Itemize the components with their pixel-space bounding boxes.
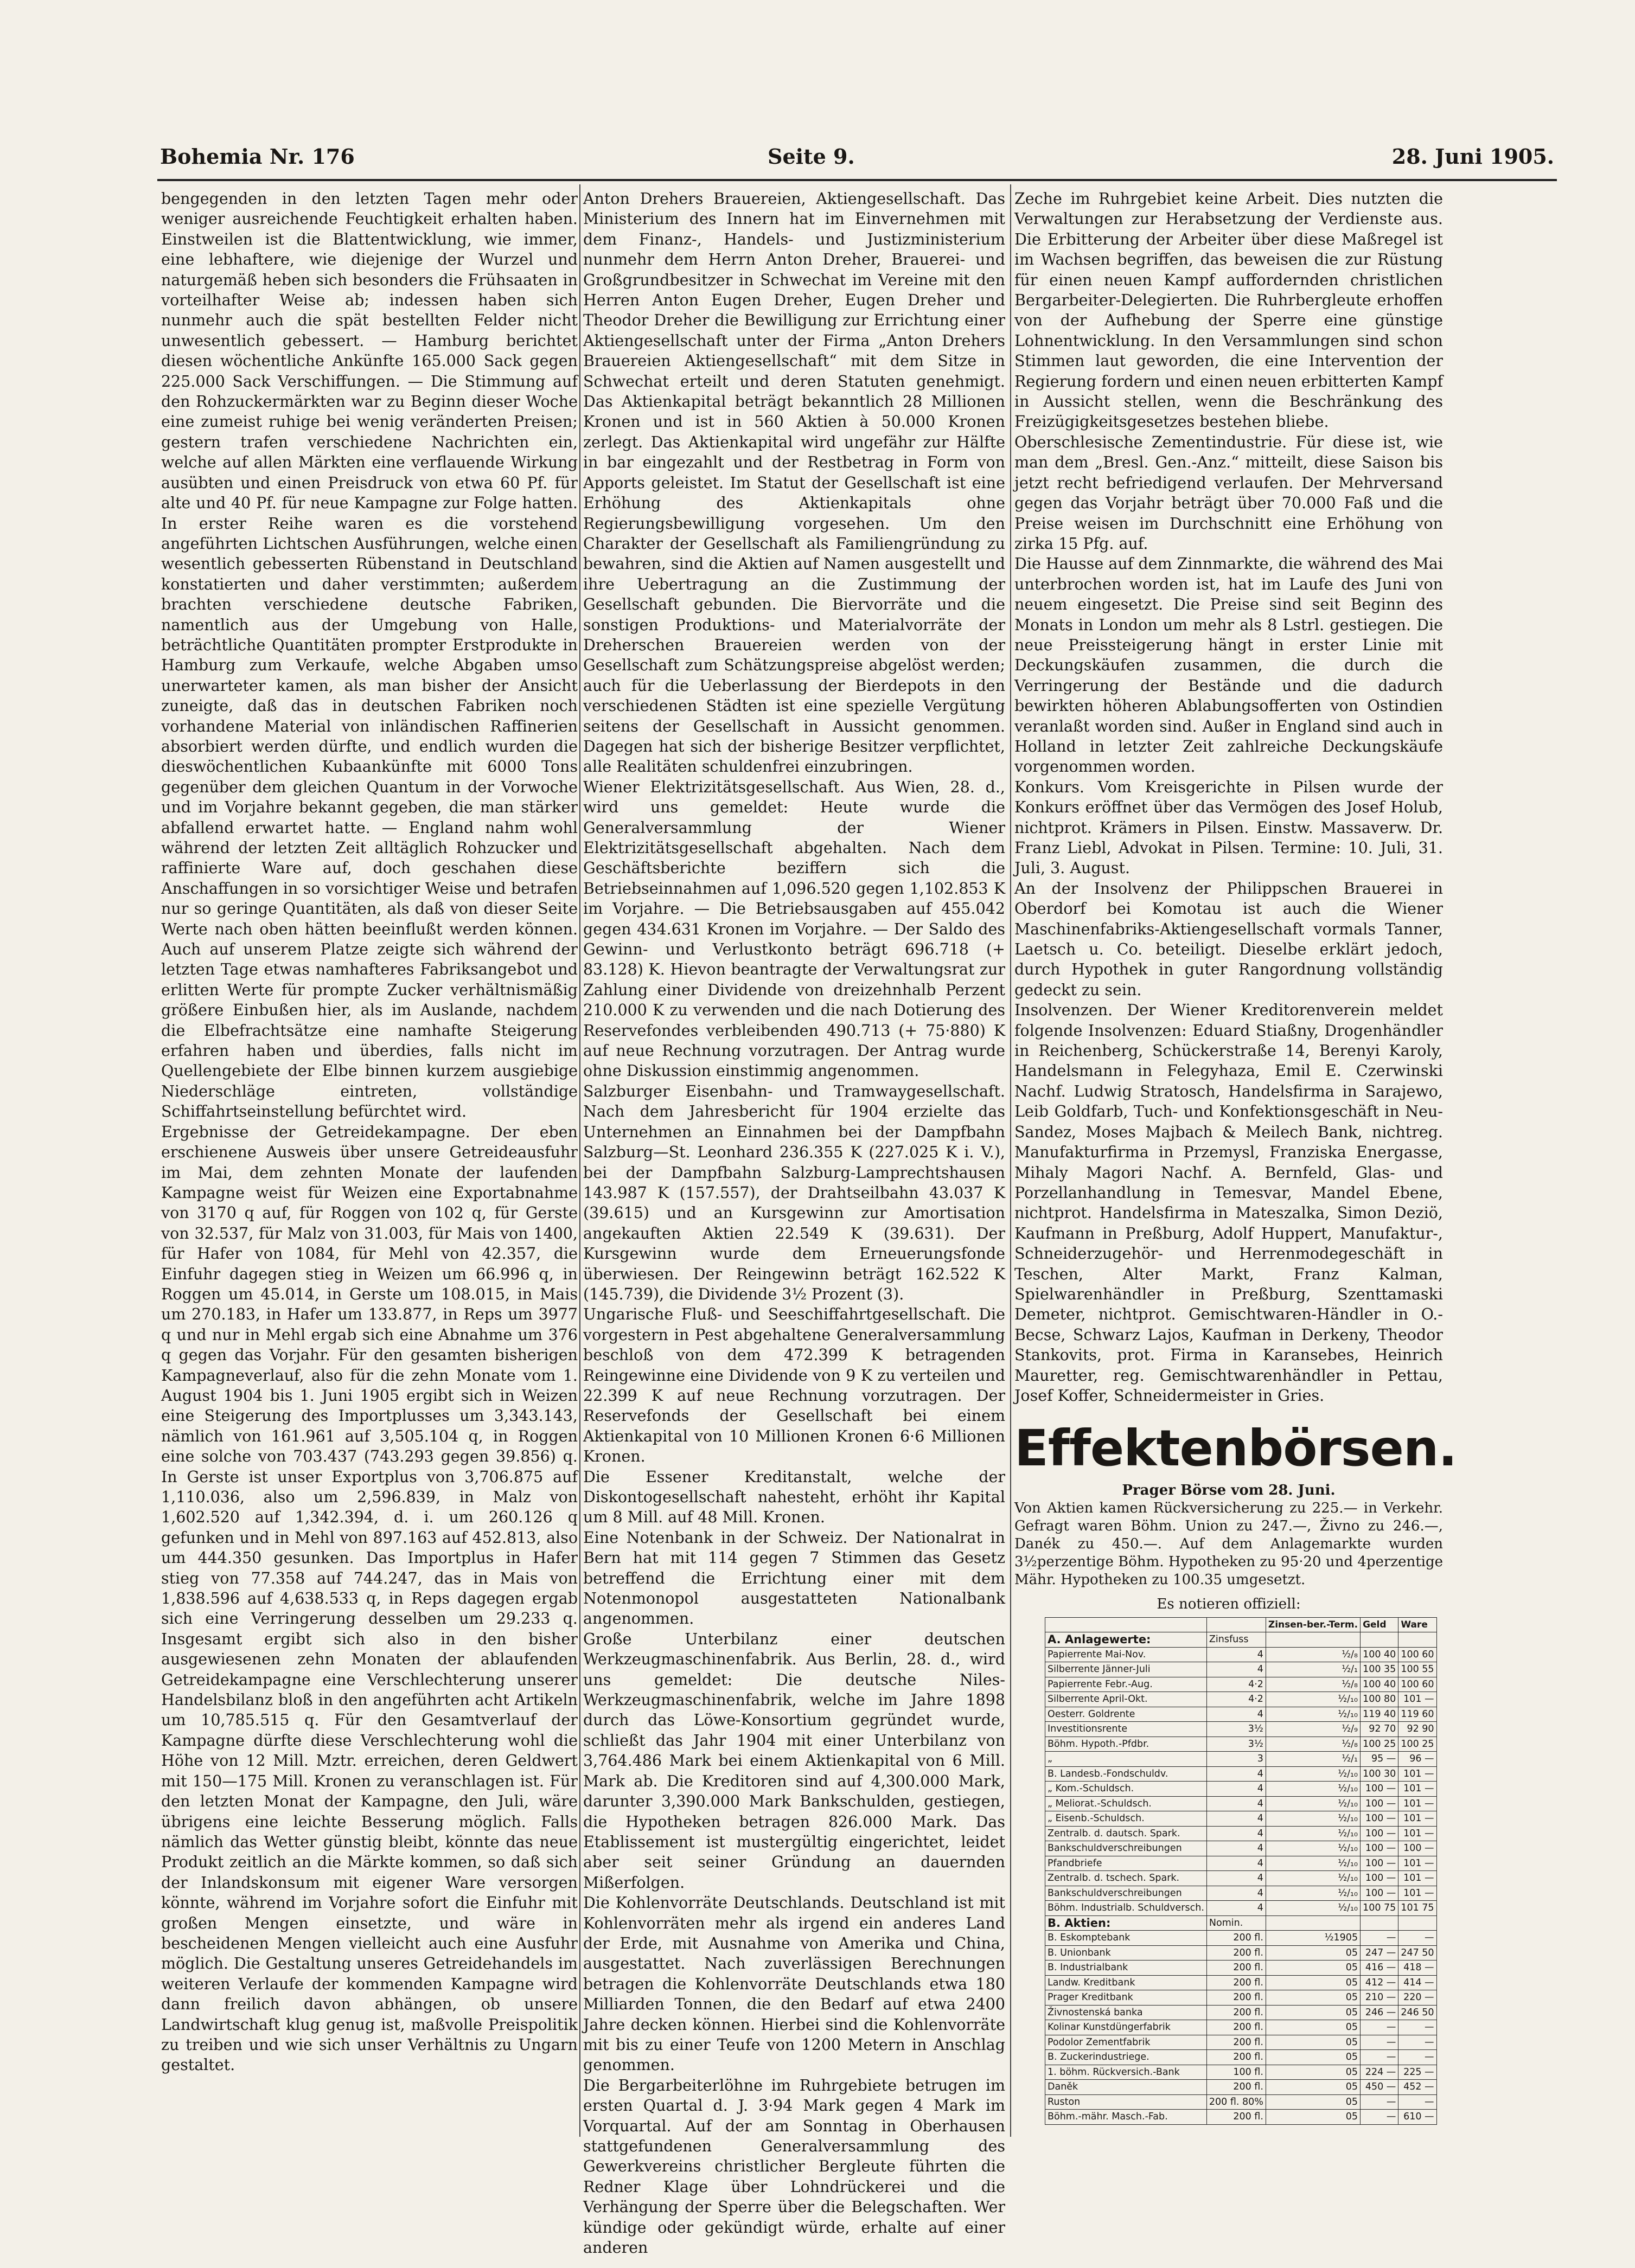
table-cell: 101 — (1398, 1886, 1436, 1901)
header-left: Bohemia Nr. 176 (160, 144, 355, 169)
section-label: A. Anlagewerte: (1045, 1632, 1207, 1648)
table-cell: 05 (1266, 2094, 1360, 2110)
table-cell: 05 (1266, 1975, 1360, 1990)
table-section-a (1045, 1632, 1437, 1916)
table-section-b (1045, 1915, 1437, 2124)
table-cell: 101 75 (1398, 1901, 1436, 1916)
table-row (1045, 1886, 1437, 1901)
article-paragraph: Salzburger Eisenbahn- und Tramwaygesellschaft. Nach dem Jahresbericht für 1904 erzielte das Unternehmen an Einnahmen bei der Dampfbahn Salzburg—St. Leonhard 236.355 K (227.025 K i. V.), bei der Dampfbahn Salzburg-Lamprechtshausen 143.987 K (157.557), der Drahtseilbahn 43.037 K (39.615) und an Kursgewinn zur Amortisation angekauften Aktien 22.549 K (39.631). Der Kursgewinn wurde dem Erneuerungsfonde überwiesen. Der Reingewinn beträgt 162.522 K (145.739), die Dividende 3½ Prozent (3). (583, 1082, 1005, 1303)
table-cell: 3½ (1206, 1722, 1266, 1737)
table-cell: 4·2 (1206, 1677, 1266, 1692)
table-cell: — (1361, 2035, 1398, 2050)
section-sub-label: Zinsfuss (1206, 1632, 1266, 1648)
article-paragraph: Eine Notenbank in der Schweiz. Der Nationalrat in Bern hat mit 114 gegen 7 Stimmen das Gesetz betreffend die Errichtung einer mit dem Notenmonopol ausgestatteten Nationalbank angenommen. (583, 1528, 1005, 1628)
table-cell: Kolinar Kunstdüngerfabrik (1045, 2020, 1207, 2035)
table-cell: 100 55 (1398, 1662, 1436, 1677)
running-header (160, 144, 1554, 177)
table-cell: 100 — (1361, 1826, 1398, 1841)
table-cell: 220 — (1398, 1990, 1436, 2006)
table-cell: Bankschuldverschreibungen (1045, 1841, 1207, 1856)
table-row (1045, 1856, 1437, 1871)
table-cell: Prager Kreditbank (1045, 1990, 1207, 2006)
table-cell: „ Kom.-Schuldsch. (1045, 1782, 1207, 1797)
table-cell: Böhm.-mähr. Masch.-Fab. (1045, 2110, 1207, 2125)
table-cell: ½/₁₀ (1266, 1766, 1360, 1782)
table-cell: 4 (1206, 1782, 1266, 1797)
table-cell: Daněk (1045, 2080, 1207, 2095)
table-cell: ½/₁₀ (1266, 1692, 1360, 1707)
table-cell: ½/₁ (1266, 1752, 1360, 1767)
table-cell: 96 — (1398, 1752, 1436, 1767)
table-section-row (1045, 1632, 1437, 1648)
table-cell: ½/₁₀ (1266, 1871, 1360, 1886)
table-row (1045, 1871, 1437, 1886)
table-cell: Ruston (1045, 2094, 1207, 2110)
table-cell: — (1361, 2094, 1398, 2110)
table-cell: Böhm. Industrialb. Schuldversch. (1045, 1901, 1207, 1916)
table-row (1045, 2020, 1437, 2035)
table-cell: 4 (1206, 1901, 1266, 1916)
section-subheading: Prager Börse vom 28. Juni. (1122, 1482, 1336, 1499)
table-cell: 101 — (1398, 1692, 1436, 1707)
table-cell: 4 (1206, 1811, 1266, 1827)
table-cell: 200 fl. (1206, 2020, 1266, 2035)
column-divider (1010, 184, 1011, 2137)
table-cell: 200 fl. (1206, 1975, 1266, 1990)
table-cell: 246 — (1361, 2005, 1398, 2020)
market-report: Von Aktien kamen Rückversicherung zu 225.— in Verkehr. Gefragt waren Böhm. Union zu 247.—, Živno zu 246.—, Danék zu 450.—. Auf dem Anlagemarkte wurden 3½perzentige Böhm. Hypotheken zu 95·20 und 4perzentige Mähr. Hypotheken zu 100.35 umgesetzt. (1014, 1500, 1443, 1588)
table-cell: 100 35 (1361, 1662, 1398, 1677)
table-cell: B. Industrialbank (1045, 1961, 1207, 1976)
article-paragraph: Anton Drehers Brauereien, Aktiengesellschaft. Das Ministerium des Innern hat im Einvernehmen mit dem Finanz-, Handels- und Justizministerium nunmehr dem Herrn Anton Dreher, Brauerei- und Großgrundbesitzer in Schwechat im Vereine mit den Herren Anton Eugen Dreher, Eugen Dreher und Theodor Dreher die Bewilligung zur Errichtung einer Aktiengesellschaft unter der Firma „Anton Drehers Brauereien Aktiengesellschaft“ mit dem Sitze in Schwechat erteilt und deren Statuten genehmigt. Das Aktienkapital beträgt bekanntlich 28 Millionen Kronen und ist in 560 Aktien à 50.000 Kronen zerlegt. Das Aktienkapital wird ungefähr zur Hälfte in bar eingezahlt und der Restbetrag in Form von Apports geleistet. Im Statut der Gesellschaft ist eine Erhöhung des Aktienkapitals ohne Regierungsbewilligung vorgesehen. Um den Charakter der Gesellschaft als Familiengründung zu bewahren, sind die Aktien auf Namen ausgestellt und ihre Uebertragung an die Zustimmung der Gesellschaft gebunden. Die Biervorräte und die sonstigen Produktions- und Materialvorräte der Dreherschen Brauereien werden von der Gesellschaft zum Schätzungspreise abgelöst werden; auch für die Ueberlassung der Bierdepots in den verschiedenen Städten ist eine spezielle Vergütung seitens der Gesellschaft in Aussicht genommen. Dagegen hat sich der bisherige Besitzer verpflichtet, alle Realitäten schuldenfrei einzubringen. (583, 190, 1005, 776)
article-paragraph: Die Bergarbeiterlöhne im Ruhrgebiete betrugen im ersten Quartal d. J. 3·94 Mark gegen 4 Mark im Vorquartal. Auf der am Sonntag in Oberhausen stattgefundenen Generalversammlung des Gewerkvereins christlicher Bergleute führten die Redner Klage über Lohndrückerei und die Verhängung der Sperre über die Belegschaften. Wer kündige oder gekündigt würde, erhalte auf einer anderen (583, 2076, 1005, 2257)
table-cell: 101 — (1398, 1871, 1436, 1886)
table-cell: 100 — (1361, 1871, 1398, 1886)
table-cell: — (1361, 2050, 1398, 2065)
article-paragraph: Die Kohlenvorräte Deutschlands. Deutschland ist mit Kohlenvorräten mehr als irgend ein anderes Land der Erde, mit Ausnahme von Amerika und China, ausgestattet. Nach zuverlässigen Berechnungen betragen die Kohlenvorräte Deutschlands etwa 180 Milliarden Tonnen, die den Bedarf auf etwa 2400 Jahre decken können. Hierbei sind die Kohlenvorräte mit bis zu einer Teufe von 1200 Metern in Anschlag genommen. (583, 1894, 1005, 2074)
table-cell: ½/₁₀ (1266, 1707, 1360, 1722)
table-cell: 100 — (1361, 1796, 1398, 1811)
table-cell: 200 fl. (1206, 1945, 1266, 1961)
table-cell: 246 50 (1398, 2005, 1436, 2020)
table-cell: 100 — (1361, 1856, 1398, 1871)
table-cell: 100 60 (1398, 1677, 1436, 1692)
table-cell: — (1398, 2094, 1436, 2110)
table-cell: ½/₁ (1266, 1662, 1360, 1677)
table-cell: 416 — (1361, 1961, 1398, 1976)
table-cell: 200 fl. (1206, 2035, 1266, 2050)
article-paragraph: Konkurs. Vom Kreisgerichte in Pilsen wurde der Konkurs eröffnet über das Vermögen des Josef Holub, nichtprot. Krämers in Pilsen. Einstw. Massaverw. Dr. Franz Liebl, Advokat in Pilsen. Termine: 10. Juli, 31. Juli, 3. August. (1014, 778, 1443, 877)
table-cell: — (1398, 2050, 1436, 2065)
table-cell: 100 — (1361, 1782, 1398, 1797)
table-row (1045, 1931, 1437, 1946)
column-1 (161, 189, 578, 2075)
table-cell: 100 40 (1361, 1677, 1398, 1692)
table-row (1045, 1737, 1437, 1752)
table-cell: 414 — (1398, 1975, 1436, 1990)
article-paragraph: bengegenden in den letzten Tagen mehr oder weniger ausreichende Feuchtigkeit erhalten haben. Einstweilen ist die Blattentwicklung, wie immer, eine lebhaftere, wie diejenige der Wurzel und naturgemäß heben sich besonders die Frühsaaten in vorteilhafter Weise ab; indessen haben sich nunmehr auch die spät bestellten Felder nicht unwesentlich gebessert. — Hamburg berichtet diesen wöchentliche Ankünfte 165.000 Sack gegen 225.000 Sack Verschiffungen. — Die Stimmung auf den Rohzuckermärkten war zu Beginn dieser Woche eine zumeist ruhige bei wenig veränderten Preisen; gestern trafen verschiedene Nachrichten ein, welche auf allen Märkten eine verflauende Wirkung ausübten und einen Preisdruck von etwa 60 Pf. für alte und 40 Pf. für neue Kampagne zur Folge hatten. In erster Reihe waren es die vorstehend angeführten Lichtschen Ausführungen, welche einen wesentlich gebesserten Rübenstand in Deutschland konstatierten und daher verstimmten; außerdem brachten verschiedene deutsche Fabriken, namentlich aus der Umgebung von Halle, beträchtliche Quantitäten prompter Erstprodukte in Hamburg zum Verkaufe, welche Abgaben umso unerwarteter kamen, als man bisher der Ansicht zuneigte, daß das in deutschen Fabriken noch vorhandene Material von inländischen Raffinerien absorbiert werden dürfte, und endlich wurden die dieswöchentlichen Kubaankünfte mit 6000 Tons gegenüber dem gleichen Quantum in der Vorwoche und im Vorjahre bekannt gegeben, die man stärker abfallend erwartet hatte. — England nahm wohl während der letzten Zeit alltäglich Rohzucker und raffinierte Ware auf, doch geschahen diese Anschaffungen in so vorsichtiger Weise und betrafen nur so geringe Quantitäten, als daß von dieser Seite Werte nach oben hätten beeinflußt werden können. Auch auf unserem Platze zeigte sich während der letzten Tage etwas namhafteres Fabriksangebot und erlitten Werte für prompte Zucker verhältnismäßig größere Einbußen hier, als im Auslande, nachdem die Elbefrachtsätze eine namhafte Steigerung erfahren haben und überdies, falls nicht im Quellengebiete der Elbe binnen kurzem ausgiebige Niederschläge eintreten, vollständige Schiffahrtseinstellung befürchtet wird. (161, 190, 578, 1121)
table-cell: 05 (1266, 2020, 1360, 2035)
table-row (1045, 2094, 1437, 2110)
table-cell: — (1398, 1931, 1436, 1946)
table-cell: 200 fl. 80% (1206, 2094, 1266, 2110)
table-cell: ½/₁₀ (1266, 1841, 1360, 1856)
table-cell: 200 fl. (1206, 1990, 1266, 2006)
table-header-cell: Ware (1398, 1617, 1436, 1632)
table-cell: 100 60 (1398, 1647, 1436, 1662)
table-row (1045, 2050, 1437, 2065)
table-cell: 100 — (1398, 1841, 1436, 1856)
table-row (1045, 2110, 1437, 2125)
table-cell: 101 — (1398, 1782, 1436, 1797)
table-cell: ½/₁₀ (1266, 1811, 1360, 1827)
table-header-cell: Geld (1361, 1617, 1398, 1632)
table-cell: 247 50 (1398, 1945, 1436, 1961)
table-cell: 95 — (1361, 1752, 1398, 1767)
table-row (1045, 1752, 1437, 1767)
table-cell: 452 — (1398, 2080, 1436, 2095)
table-cell: 224 — (1361, 2065, 1398, 2080)
table-cell: 05 (1266, 2005, 1360, 2020)
table-row (1045, 1945, 1437, 1961)
table-cell: — (1361, 1931, 1398, 1946)
article-paragraph: Oberschlesische Zementindustrie. Für diese ist, wie man dem „Bresl. Gen.-Anz.“ mitteilt, diese Saison bis jetzt recht befriedigend verlaufen. Der Mehrversand gegen das Vorjahr beträgt über 70.000 Faß und die Preise weisen im Durchschnitt eine Erhöhung von zirka 15 Pfg. auf. (1014, 433, 1443, 553)
table-row (1045, 1975, 1437, 1990)
table-section-row (1045, 1915, 1437, 1931)
header-rule (157, 179, 1557, 181)
table-cell: Pfandbriefe (1045, 1856, 1207, 1871)
table-cell: 200 fl. (1206, 2050, 1266, 2065)
header-date: 28. Juni 1905. (1391, 144, 1554, 169)
table-cell: 418 — (1398, 1961, 1436, 1976)
table-cell: Papierrente Mai-Nov. (1045, 1647, 1207, 1662)
article-paragraph: An der Insolvenz der Philippschen Brauerei in Oberdorf bei Komotau ist auch die Wiener Maschinenfabriks-Aktiengesellschaft vormals Tanner, Laetsch u. Co. beteiligt. Dieselbe erklärt jedoch, durch Hypothek in guter Rangordnung vollständig gedeckt zu sein. (1014, 879, 1443, 999)
table-cell: 100 30 (1361, 1766, 1398, 1782)
table-cell: 05 (1266, 2110, 1360, 2125)
table-cell: 05 (1266, 2080, 1360, 2095)
table-cell: — (1398, 2035, 1436, 2050)
table-cell: ½/₁₀ (1266, 1782, 1360, 1797)
column-2 (583, 189, 1005, 2258)
table-cell: 101 — (1398, 1811, 1436, 1827)
table-cell: B. Landesb.-Fondschuldv. (1045, 1766, 1207, 1782)
table-cell: — (1361, 2110, 1398, 2125)
table-row (1045, 1901, 1437, 1916)
table-caption: Es notieren offiziell: (1157, 1596, 1301, 1613)
table-cell: 4 (1206, 1707, 1266, 1722)
table-cell: ½/₁₀ (1266, 1856, 1360, 1871)
table-cell: 1. böhm. Rückversich.-Bank (1045, 2065, 1207, 2080)
table-cell: 412 — (1361, 1975, 1398, 1990)
table-cell: 200 fl. (1206, 2080, 1266, 2095)
table-cell: 3½ (1206, 1737, 1266, 1752)
table-row (1045, 1782, 1437, 1797)
table-cell: ½/₁₀ (1266, 1886, 1360, 1901)
table-row (1045, 1692, 1437, 1707)
table-cell: 200 fl. (1206, 2110, 1266, 2125)
table-cell: Živnostenská banka (1045, 2005, 1207, 2020)
section-sub-label: Nomin. (1206, 1915, 1266, 1931)
table-cell: 05 (1266, 1945, 1360, 1961)
table-cell: 05 (1266, 1961, 1360, 1976)
table-cell: 200 fl. (1206, 1931, 1266, 1946)
table-row (1045, 1722, 1437, 1737)
table-cell: 101 — (1398, 1766, 1436, 1782)
table-cell: 100 80 (1361, 1692, 1398, 1707)
table-cell: 4 (1206, 1662, 1266, 1677)
column-3 (1014, 189, 1457, 2125)
table-cell: 05 (1266, 2050, 1360, 2065)
article-paragraph: Die Essener Kreditanstalt, welche der Diskontogesellschaft nahesteht, erhöht ihr Kapital um 8 Mill. auf 48 Mill. Kronen. (583, 1468, 1005, 1527)
table-cell: Podolor Zementfabrik (1045, 2035, 1207, 2050)
header-page-number: Seite 9. (768, 144, 855, 169)
table-cell: 4 (1206, 1766, 1266, 1782)
article-paragraph: Die Hausse auf dem Zinnmarkte, die während des Mai unterbrochen worden ist, hat im Laufe des Juni von neuem eingesetzt. Die Preise sind seit Beginn des Monats in London um mehr als 8 Lstrl. gestiegen. Die neue Preissteigerung hängt in erster Linie mit Deckungskäufen zusammen, die durch die Verringerung der Bestände und die dadurch bewirkten höheren Ablabungsofferten von Ostindien veranlaßt worden sind. Außer in England sind auch in Holland in letzter Zeit zahlreiche Deckungskäufe vorgenommen worden. (1014, 555, 1443, 776)
table-header-cell (1206, 1617, 1266, 1632)
table-cell: 119 60 (1398, 1707, 1436, 1722)
table-cell: B. Zuckerindustriege. (1045, 2050, 1207, 2065)
table-cell: 4 (1206, 1886, 1266, 1901)
table-cell: Böhm. Hypoth.-Pfdbr. (1045, 1737, 1207, 1752)
table-row (1045, 1961, 1437, 1976)
table-cell: Bankschuldverschreibungen (1045, 1886, 1207, 1901)
table-row (1045, 2005, 1437, 2020)
table-cell: 4 (1206, 1796, 1266, 1811)
table-cell: B. Eskomptebank (1045, 1931, 1207, 1946)
table-row (1045, 1647, 1437, 1662)
table-row (1045, 2035, 1437, 2050)
table-cell: ½/₁₀ (1266, 1901, 1360, 1916)
table-cell: 92 90 (1398, 1722, 1436, 1737)
table-cell: ½/₁₀ (1266, 1796, 1360, 1811)
table-row (1045, 1766, 1437, 1782)
table-header-cell: Zinsen-ber.-Term. (1266, 1617, 1360, 1632)
table-cell: Landw. Kreditbank (1045, 1975, 1207, 1990)
table-cell: Papierrente Febr.-Aug. (1045, 1677, 1207, 1692)
table-cell: Silberrente Jänner-Juli (1045, 1662, 1207, 1677)
table-cell: 92 70 (1361, 1722, 1398, 1737)
table-cell: 101 — (1398, 1796, 1436, 1811)
table-row (1045, 1826, 1437, 1841)
table-row (1045, 1990, 1437, 2006)
table-cell: 3 (1206, 1752, 1266, 1767)
table-cell: „ Meliorat.-Schuldsch. (1045, 1796, 1207, 1811)
table-row (1045, 1796, 1437, 1811)
article-paragraph: Ergebnisse der Getreidekampagne. Der eben erschienene Ausweis über unsere Getreideausfuhr im Mai, dem zehnten Monate der laufenden Kampagne weist für Weizen eine Exportabnahme von 3170 q auf, für Roggen von 102 q, für Gerste von 32.537, für Malz von 31.003, für Mais von 1400, für Hafer von 1084, für Mehl von 42.357, die Einfuhr dagegen stieg in Weizen um 66.996 q, in Roggen um 45.014, in Gerste um 108.015, in Mais um 270.183, in Hafer um 133.877, in Reps um 3977 q und nur in Mehl ergab sich eine Abnahme um 376 q gegen das Vorjahr. Für den gesamten bisherigen Kampagneverlauf, also für die zehn Monate vom 1. August 1904 bis 1. Juni 1905 ergibt sich in Weizen eine Steigerung des Importplusses um 3,343.143, nämlich von 161.961 auf 3,505.104 q, in Roggen eine solche von 703.437 (743.293 gegen 39.856) q. In Gerste ist unser Exportplus von 3,706.875 auf 1,110.036, also um 2,596.839, in Malz von 1,602.520 auf 1,342.394, d. i. um 260.126 q gefunken und in Mehl von 897.163 auf 452.813, also um 444.350 gesunken. Das Importplus in Hafer stieg von 77.358 auf 744.247, das in Mais von 1,838.596 auf 4,638.533 q, in Reps dagegen ergab sich eine Verringerung desselben um 29.233 q. Insgesamt ergibt sich also in den bisher ausgewiesenen zehn Monaten der ablaufenden Getreidekampagne eine Verschlechterung unserer Handelsbilanz bloß in den angeführten acht Artikeln um 10,785.515 q. Für den Gesamtverlauf der Kampagne dürfte diese Verschlechterung wohl die Höhe von 12 Mill. Mztr. erreichen, deren Geldwert mit 150—175 Mill. Kronen zu veranschlagen ist. Für den letzten Monat der Kampagne, den Juli, wäre übrigens eine leichte Besserung möglich. Falls nämlich das Wetter günstig bleibt, könnte das neue Produkt zeitlich an die Märkte kommen, so daß sich der Inlandskonsum mit eigener Ware versorgen könnte, während im Vorjahre sofort die Einfuhr mit großen Mengen einsetzte, und wäre in bescheidenen Mengen vielleicht auch eine Ausfuhr möglich. Die Gestaltung unseres Getreidehandels im weiteren Verlaufe der kommenden Kampagne wird dann freilich davon abhängen, ob unsere Landwirtschaft klug genug ist, maßvolle Preispolitik zu treiben und wie sich unser Verhältnis zu Ungarn gestaltet. (161, 1123, 578, 2074)
table-cell: 100 fl. (1206, 2065, 1266, 2080)
section-heading: Effektenbörsen. (1014, 1419, 1457, 1478)
table-row (1045, 1707, 1437, 1722)
table-cell: 101 — (1398, 1826, 1436, 1841)
table-cell: Zentralb. d. dautsch. Spark. (1045, 1826, 1207, 1841)
table-cell: 05 (1266, 2035, 1360, 2050)
table-cell: B. Unionbank (1045, 1945, 1207, 1961)
table-cell: 450 — (1361, 2080, 1398, 2095)
table-cell: ½/₁₀ (1266, 1826, 1360, 1841)
table-cell: „ Eisenb.-Schuldsch. (1045, 1811, 1207, 1827)
table-row (1045, 1841, 1437, 1856)
table-cell: 100 — (1361, 1811, 1398, 1827)
table-cell: Zentralb. d. tschech. Spark. (1045, 1871, 1207, 1886)
table-cell: 4 (1206, 1871, 1266, 1886)
table-cell: ½1905 (1266, 1931, 1360, 1946)
table-row (1045, 1811, 1437, 1827)
article-paragraph: Wiener Elektrizitätsgesellschaft. Aus Wien, 28. d., wird uns gemeldet: Heute wurde die Generalversammlung der Wiener Elektrizitätsgesellschaft abgehalten. Nach dem Geschäftsberichte beziffern sich die Betriebseinnahmen auf 1,096.520 gegen 1,102.853 K im Vorjahre. — Die Betriebsausgaben auf 455.042 gegen 434.631 Kronen im Vorjahre. — Der Saldo des Gewinn- und Verlustkonto beträgt 696.718 (+ 83.128) K. Hievon beantragte der Verwaltungsrat zur Zahlung einer Dividende von dreizehnhalb Perzent 210.000 K zu verwenden und die nach Dotierung des Reservefondes verbleibenden 490.713 (+ 75·880) K auf neue Rechnung vorzutragen. Der Antrag wurde ohne Diskussion einstimmig angenommen. (583, 778, 1005, 1080)
table-cell: 200 fl. (1206, 1961, 1266, 1976)
table-cell: 101 — (1398, 1856, 1436, 1871)
table-header-cell (1045, 1617, 1207, 1632)
table-cell: ½/₈ (1266, 1737, 1360, 1752)
section-label: B. Aktien: (1045, 1915, 1207, 1931)
table-cell: 119 40 (1361, 1707, 1398, 1722)
table-cell: 4 (1206, 1856, 1266, 1871)
article-paragraph: Insolvenzen. Der Wiener Kreditorenverein meldet folgende Insolvenzen: Eduard Stiaßny, Drogenhändler in Reichenberg, Schückerstraße 14, Berenyi Karoly, Handelsmann in Felegyhaza, Emil E. Czerwinski Nachf. Ludwig Stratosch, Handelsfirma in Sarajewo, Leib Goldfarb, Tuch- und Konfektionsgeschäft in Neu-Sandez, Moses Majbach & Meilech Bank, nichtreg. Manufakturfirma in Przemysl, Franziska Energasse, Mihaly Magori Nachf. A. Bernfeld, Glas- und Porzellanhandlung in Temesvar, Mandel Ebene, nichtprot. Handelsfirma in Mateszalka, Simon Deziö, Kaufmann in Preßburg, Adolf Huppert, Manufaktur-, Schneiderzugehör- und Herrenmodegeschäft in Teschen, Alter Markt, Franz Kalman, Spielwarenhändler in Preßburg, Szenttamaski Demeter, nichtprot. Gemischtwaren-Händler in O.-Becse, Schwarz Lajos, Kaufman in Derkeny, Theodor Stankovits, prot. Firma in Karansebes, Heinrich Mauretter, reg. Gemischtwarenhändler in Pettau, Josef Koffer, Schneidermeister in Gries. (1014, 1001, 1443, 1405)
table-row (1045, 2065, 1437, 2080)
table-cell: 610 — (1398, 2110, 1436, 2125)
table-cell: ½/₈ (1266, 1647, 1360, 1662)
table-row (1045, 1677, 1437, 1692)
quotes-table (1045, 1617, 1437, 2125)
table-cell: 4 (1206, 1826, 1266, 1841)
table-cell: 4·2 (1206, 1692, 1266, 1707)
table-cell: 4 (1206, 1647, 1266, 1662)
table-cell: 100 75 (1361, 1901, 1398, 1916)
table-cell: 210 — (1361, 1990, 1398, 2006)
table-cell: 100 — (1361, 1841, 1398, 1856)
table-cell: 100 — (1361, 1886, 1398, 1901)
article-paragraph: Ungarische Fluß- und Seeschiffahrtgesellschaft. Die vorgestern in Pest abgehaltene Generalversammlung beschloß von dem 472.399 K betragenden Reingewinne eine Dividende von 9 K zu verteilen und 22.399 K auf neue Rechnung vorzutragen. Der Reservefonds der Gesellschaft bei einem Aktienkapital von 10 Millionen Kronen 6·6 Millionen Kronen. (583, 1305, 1005, 1466)
table-cell: 100 40 (1361, 1647, 1398, 1662)
table-cell: — (1361, 2020, 1398, 2035)
table-cell: 100 25 (1361, 1737, 1398, 1752)
table-header-row (1045, 1617, 1437, 1632)
table-row (1045, 1662, 1437, 1677)
table-cell: Investitionsrente (1045, 1722, 1207, 1737)
table-cell: 247 — (1361, 1945, 1398, 1961)
table-cell: 100 25 (1398, 1737, 1436, 1752)
table-cell: — (1398, 2020, 1436, 2035)
table-cell: 225 — (1398, 2065, 1436, 2080)
article-paragraph: Große Unterbilanz einer deutschen Werkzeugmaschinenfabrik. Aus Berlin, 28. d., wird uns gemeldet: Die deutsche Niles-Werkzeugmaschinenfabrik, welche im Jahre 1898 durch das Löwe-Konsortium gegründet wurde, schließt das Jahr 1904 mit einer Unterbilanz von 3,764.486 Mark bei einem Aktienkapital von 6 Mill. Mark ab. Die Kreditoren sind auf 4,300.000 Mark, darunter 3,390.000 Mark Bankschulden, gestiegen, die Hypotheken betragen 826.000 Mark. Das Etablissement ist mustergültig eingerichtet, leidet aber seit seiner Gründung an dauernden Mißerfolgen. (583, 1630, 1005, 1892)
table-cell: 05 (1266, 2065, 1360, 2080)
table-cell: 4 (1206, 1841, 1266, 1856)
table-row (1045, 2080, 1437, 2095)
table-cell: ½/₉ (1266, 1722, 1360, 1737)
column-divider (579, 184, 580, 2137)
article-paragraph: Zeche im Ruhrgebiet keine Arbeit. Dies nutzten die Verwaltungen zur Herabsetzung der Verdienste aus. Die Erbitterung der Arbeiter über diese Maßregel ist im Wachsen begriffen, das beweisen die zur Rüstung für einen neuen Kampf auffordernden christlichen Bergarbeiter-Delegierten. Die Ruhrbergleute erhoffen von der Aufhebung der Sperre eine günstige Lohnentwicklung. In den Versammlungen sind schon Stimmen laut geworden, die eine Intervention der Regierung fordern und einen neuen erbitterten Kampf in Aussicht stellen, wenn die Beschränkung des Freizügigkeitsgesetzes bestehen bliebe. (1014, 190, 1443, 431)
table-cell: ½/₈ (1266, 1677, 1360, 1692)
table-cell: Silberrente April-Okt. (1045, 1692, 1207, 1707)
table-cell: 05 (1266, 1990, 1360, 2006)
table-cell: 200 fl. (1206, 2005, 1266, 2020)
table-cell: Oesterr. Goldrente (1045, 1707, 1207, 1722)
table-cell: „ (1045, 1752, 1207, 1767)
